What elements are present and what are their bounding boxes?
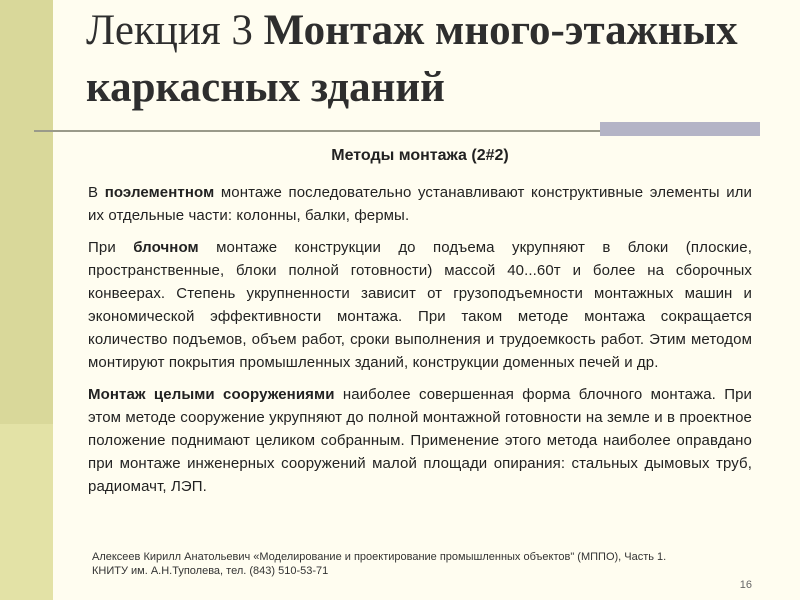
page-number: 16	[739, 579, 752, 591]
paragraph-post: монтаже последовательно устанавливают конструктивные элементы или их отдельные части: колонны, балки, фермы.	[88, 184, 753, 224]
paragraph-whole-structure-method	[88, 383, 752, 498]
paragraph-keyword: Монтаж целыми сооружениями	[88, 386, 335, 403]
paragraph-element-method	[88, 181, 752, 227]
paragraph-keyword: блочном	[133, 239, 199, 256]
slide-footer	[92, 550, 752, 578]
title-divider-line	[34, 130, 616, 132]
paragraph-pre: При	[88, 239, 134, 256]
title-topic: Монтаж много-этажных каркасных зданий	[86, 7, 738, 111]
footer-author: Алексеев Кирилл Анатольевич «Моделирование и проектирование промышленных объектов" (МППО), Часть 1.	[92, 551, 667, 563]
slide-subtitle: Методы монтажа (2#2)	[331, 147, 509, 164]
title-lecture-number: Лекция 3	[86, 7, 264, 54]
slide-title	[86, 2, 786, 116]
paragraph-pre: В	[88, 184, 105, 201]
slide-body	[88, 181, 752, 507]
paragraph-keyword: поэлементном	[104, 184, 215, 201]
footer-contact: КНИТУ им. А.Н.Туполева, тел. (843) 510-53-71	[92, 565, 329, 577]
paragraph-post: наиболее совершенная форма блочного монтажа. При этом методе сооружение укрупняют до полной монтажной готовности на земле и в проектное положение поднимают целиком собранным. Применение этого метода наиболее оправдано при монтаже инженерных сооружений малой площади опирания: стальных дымовых труб, радиомачт, ЛЭП.	[88, 386, 752, 495]
paragraph-post: монтаже конструкции до подъема укрупняют в блоки (плоские, пространственные, блоки полной готовности) массой 40...60т и более на сборочных конвеерах. Степень укрупненности зависит от грузоподъемности монтажных машин и экономической эффективности монтажа. При таком методе монтажа сокращается количество подъемов, объем работ, сроки выполнения и трудоемкость работ. Этим методом монтируют покрытия промышленных зданий, конструкции доменных печей и др.	[88, 239, 752, 371]
left-decorative-accent	[0, 0, 53, 424]
paragraph-block-method	[88, 236, 752, 374]
title-divider-block	[600, 122, 760, 136]
